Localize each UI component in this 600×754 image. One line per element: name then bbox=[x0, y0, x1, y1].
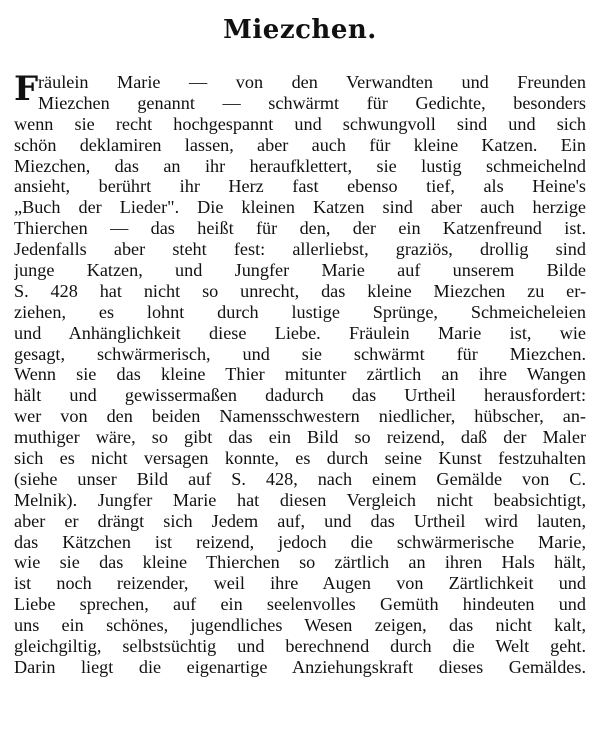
text-line: Melnik). Jungfer Marie hat diesen Vergleich nicht beabsichtigt, bbox=[14, 489, 586, 510]
text-line: gleichgiltig, selbstsüchtig und berechnend durch die Welt geht. bbox=[14, 636, 586, 657]
text-line: muthiger wäre, so gibt das ein Bild so reizend, daß der Maler bbox=[14, 427, 586, 448]
text-line: ist noch reizender, weil ihre Augen von Zärtlichkeit und bbox=[14, 573, 586, 594]
text-line: räulein Marie — von den Verwandten und Freunden bbox=[38, 72, 586, 92]
text-line: das Kätzchen ist reizend, jedoch die schwärmerische Marie, bbox=[14, 531, 586, 552]
text-line: Liebe sprechen, auf ein seelenvolles Gemüth hindeuten und bbox=[14, 594, 586, 615]
text-line: hält und gewissermaßen dadurch das Urtheil herausfordert: bbox=[14, 385, 586, 406]
text-line: schön deklamiren lassen, aber auch für kleine Katzen. Ein bbox=[14, 134, 586, 155]
text-line: und Anhänglichkeit diese Liebe. Fräulein Marie ist, wie bbox=[14, 322, 586, 343]
article-body bbox=[14, 69, 586, 678]
text-line: sich es nicht versagen konnte, es durch seine Kunst festzuhalten bbox=[14, 448, 586, 469]
text-line: uns ein schönes, jugendliches Wesen zeigen, das nicht kalt, bbox=[14, 615, 586, 636]
text-line: junge Katzen, und Jungfer Marie auf unserem Bilde bbox=[14, 260, 586, 281]
text-line: „Buch der Lieder". Die kleinen Katzen sind aber auch herzige bbox=[14, 197, 586, 218]
text-line: Thierchen — das heißt für den, der ein Katzenfreund ist. bbox=[14, 218, 586, 239]
text-line: (siehe unser Bild auf S. 428, nach einem Gemälde von C. bbox=[14, 468, 586, 489]
drop-cap: F bbox=[14, 69, 39, 109]
text-line: aber er drängt sich Jedem auf, und das Urtheil wird lauten, bbox=[14, 510, 586, 531]
text-line: wenn sie recht hochgespannt und schwungvoll sind und sich bbox=[14, 113, 586, 134]
text-line: wer von den beiden Namensschwestern niedlicher, hübscher, an- bbox=[14, 406, 586, 427]
text-line: Miezchen genannt — schwärmt für Gedichte, besonders bbox=[38, 92, 586, 113]
article-title: Miezchen. bbox=[223, 15, 377, 45]
text-line: Jedenfalls aber steht fest: allerliebst, graziös, drollig sind bbox=[14, 239, 586, 260]
text-line: ziehen, es lohnt durch lustige Sprünge, Schmeicheleien bbox=[14, 301, 586, 322]
text-line: gesagt, schwärmerisch, und sie schwärmt für Miezchen. bbox=[14, 343, 586, 364]
text-line: Wenn sie das kleine Thier mitunter zärtlich an ihre Wangen bbox=[14, 364, 586, 385]
text-line: S. 428 hat nicht so unrecht, das kleine Miezchen zu er- bbox=[14, 280, 586, 301]
text-line: ansieht, berührt ihr Herz fast ebenso tief, als Heine's bbox=[14, 176, 586, 197]
text-line: Darin liegt die eigenartige Anziehungskraft dieses Gemäldes. bbox=[14, 656, 586, 677]
text-line: Miezchen, das an ihr heraufklettert, sie lustig schmeichelnd bbox=[14, 155, 586, 176]
text-line: wie sie das kleine Thierchen so zärtlich an ihren Hals hält, bbox=[14, 552, 586, 573]
